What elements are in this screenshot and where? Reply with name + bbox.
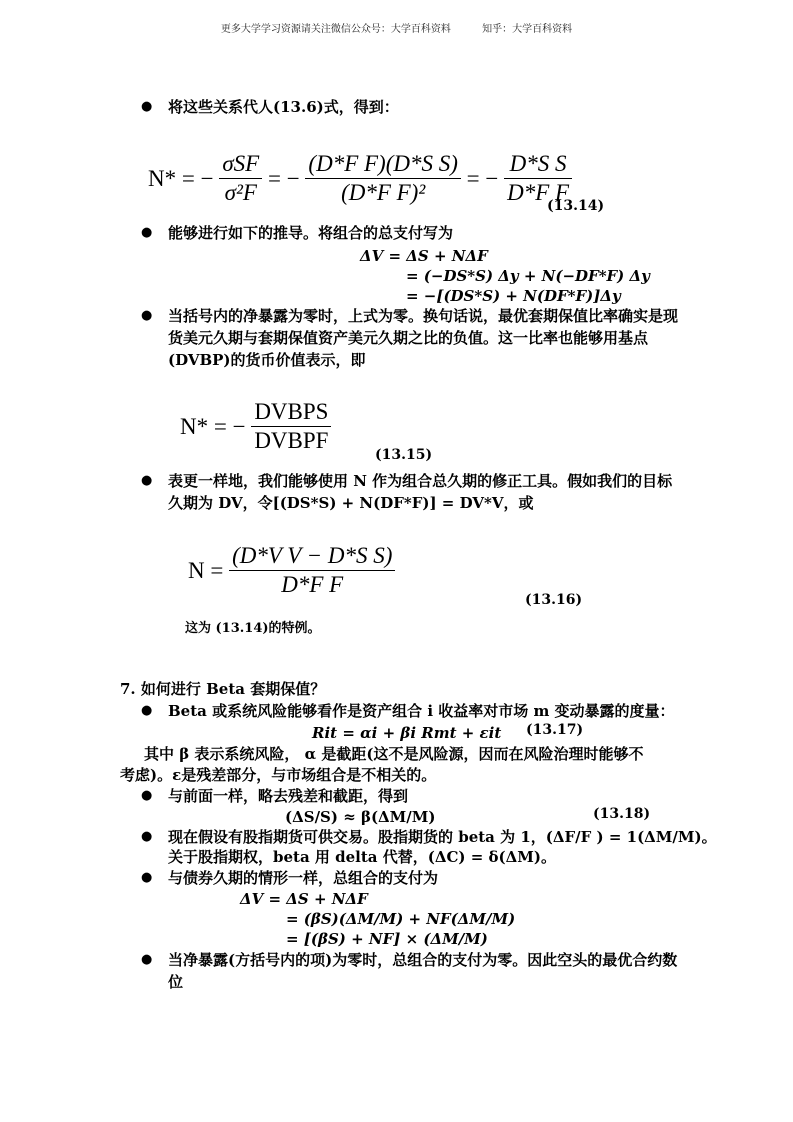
fraction-denominator: (D*F F)² — [341, 180, 426, 205]
paragraph-text: 与债券久期的情形一样，总组合的支付为 — [168, 869, 439, 887]
fraction-denominator: σ²F — [224, 180, 257, 205]
fraction-numerator: D*S S — [504, 150, 572, 179]
derivation2-line-1: ΔV = ΔS + NΔF — [240, 890, 368, 908]
derivation-line-3: = −[(DS*S) + N(DF*F)]Δy — [406, 287, 621, 305]
eq-lhs: N = — [188, 557, 224, 583]
bullet-paragraph-5 — [168, 700, 675, 722]
bullet-paragraph-7 — [168, 826, 717, 848]
fraction-numerator: (D*F F)(D*S S) — [305, 150, 460, 179]
eq-lhs: N* = − — [148, 165, 214, 191]
section-heading-7: 7. 如何进行 Beta 套期保值？ — [120, 680, 326, 698]
fraction-numerator: DVBPS — [251, 398, 331, 427]
equation-number: (13.18) — [593, 806, 651, 822]
derivation2-line-3: = [(βS) + NF] × (ΔM/M) — [286, 930, 488, 948]
equation-13-16 — [188, 542, 395, 599]
paragraph-delta: 关于股指期权，beta 用 delta 代替，(ΔC) = δ(ΔM)。 — [168, 848, 556, 866]
paragraph-text: Beta 或系统风险能够看作是资产组合 i 收益率对市场 m 变动暴露的度量： — [168, 702, 675, 720]
paragraph-text: 将这些关系代人(13.6)式，得到： — [168, 98, 399, 116]
fraction-denominator: D*F F — [281, 572, 344, 597]
special-case-note: 这为 (13.14)的特例。 — [185, 621, 321, 636]
equation-13-18: (ΔS/S) ≈ β(ΔM/M) — [285, 808, 436, 826]
page-header — [0, 20, 793, 35]
bullet-paragraph-2 — [168, 222, 453, 244]
fraction-sigma — [219, 150, 262, 207]
eq-equals: = − — [466, 165, 499, 191]
bullet-paragraph-9 — [168, 949, 678, 993]
equation-number: (13.14) — [547, 198, 605, 214]
paragraph-text: 现在假设有股指期货可供交易。股指期货的 beta 为 1，(ΔF/F ) = 1(ΔM/M)。 — [168, 828, 717, 846]
derivation2-line-2: = (βS)(ΔM/M) + NF(ΔM/M) — [286, 910, 516, 928]
fraction-denominator: DVBPF — [254, 428, 329, 453]
header-left-text: 更多大学学习资源请关注微信公众号：大学百科资料 — [220, 24, 451, 35]
fraction-numerator: σSF — [219, 150, 262, 179]
bullet-paragraph-6 — [168, 785, 408, 807]
fraction-target-duration — [229, 542, 395, 599]
equation-13-17: Rit = αi + βi Rmt + εit — [312, 724, 502, 742]
equation-number: (13.15) — [375, 447, 433, 463]
fraction-duration — [305, 150, 460, 207]
eq-lhs: N* = − — [180, 413, 246, 439]
paragraph-text: 表更一样地，我们能够使用 N 作为组合总久期的修正工具。假如我们的目标久期为 DV，令[(DS*S) + N(DF*F)] = DV*V，或 — [168, 472, 673, 512]
bullet-paragraph-1 — [168, 96, 399, 118]
eq-equals: = − — [267, 165, 300, 191]
paragraph-text: 能够进行如下的推导。将组合的总支付写为 — [168, 224, 454, 242]
fraction-dvbp — [251, 398, 331, 455]
bullet-paragraph-4 — [168, 470, 678, 514]
fraction-denominator: D*F F — [507, 180, 570, 205]
bullet-paragraph-8 — [168, 867, 438, 889]
paragraph-epsilon: 考虑)。ε是残差部分，与市场组合是不相关的。 — [120, 766, 437, 784]
fraction-numerator: (D*V V − D*S S) — [229, 542, 395, 571]
paragraph-text: 当括号内的净暴露为零时，上式为零。换句话说，最优套期保值比率确实是现货美元久期与套期保值资产美元久期之比的负值。这一比率也能够用基点(DVBP)的货币价值表示，即 — [168, 307, 679, 369]
equation-13-15 — [180, 398, 331, 455]
derivation-line-1: ΔV = ΔS + NΔF — [360, 247, 488, 265]
derivation-line-2: = (−DS*S) Δy + N(−DF*F) Δy — [406, 267, 650, 285]
equation-number: (13.17) — [526, 722, 584, 738]
equation-13-14 — [148, 150, 572, 207]
bullet-paragraph-3 — [168, 305, 678, 371]
paragraph-beta-alpha: 其中 β 表示系统风险， α 是截距(这不是风险源，因而在风险治理时能够不 — [144, 745, 644, 763]
paragraph-text: 与前面一样，略去残差和截距，得到 — [168, 787, 409, 805]
equation-number: (13.16) — [525, 592, 583, 608]
header-right-text: 知乎：大学百科资料 — [482, 24, 573, 35]
paragraph-text: 当净暴露(方括号内的项)为零时，总组合的支付为零。因此空头的最优合约数位 — [168, 951, 678, 991]
